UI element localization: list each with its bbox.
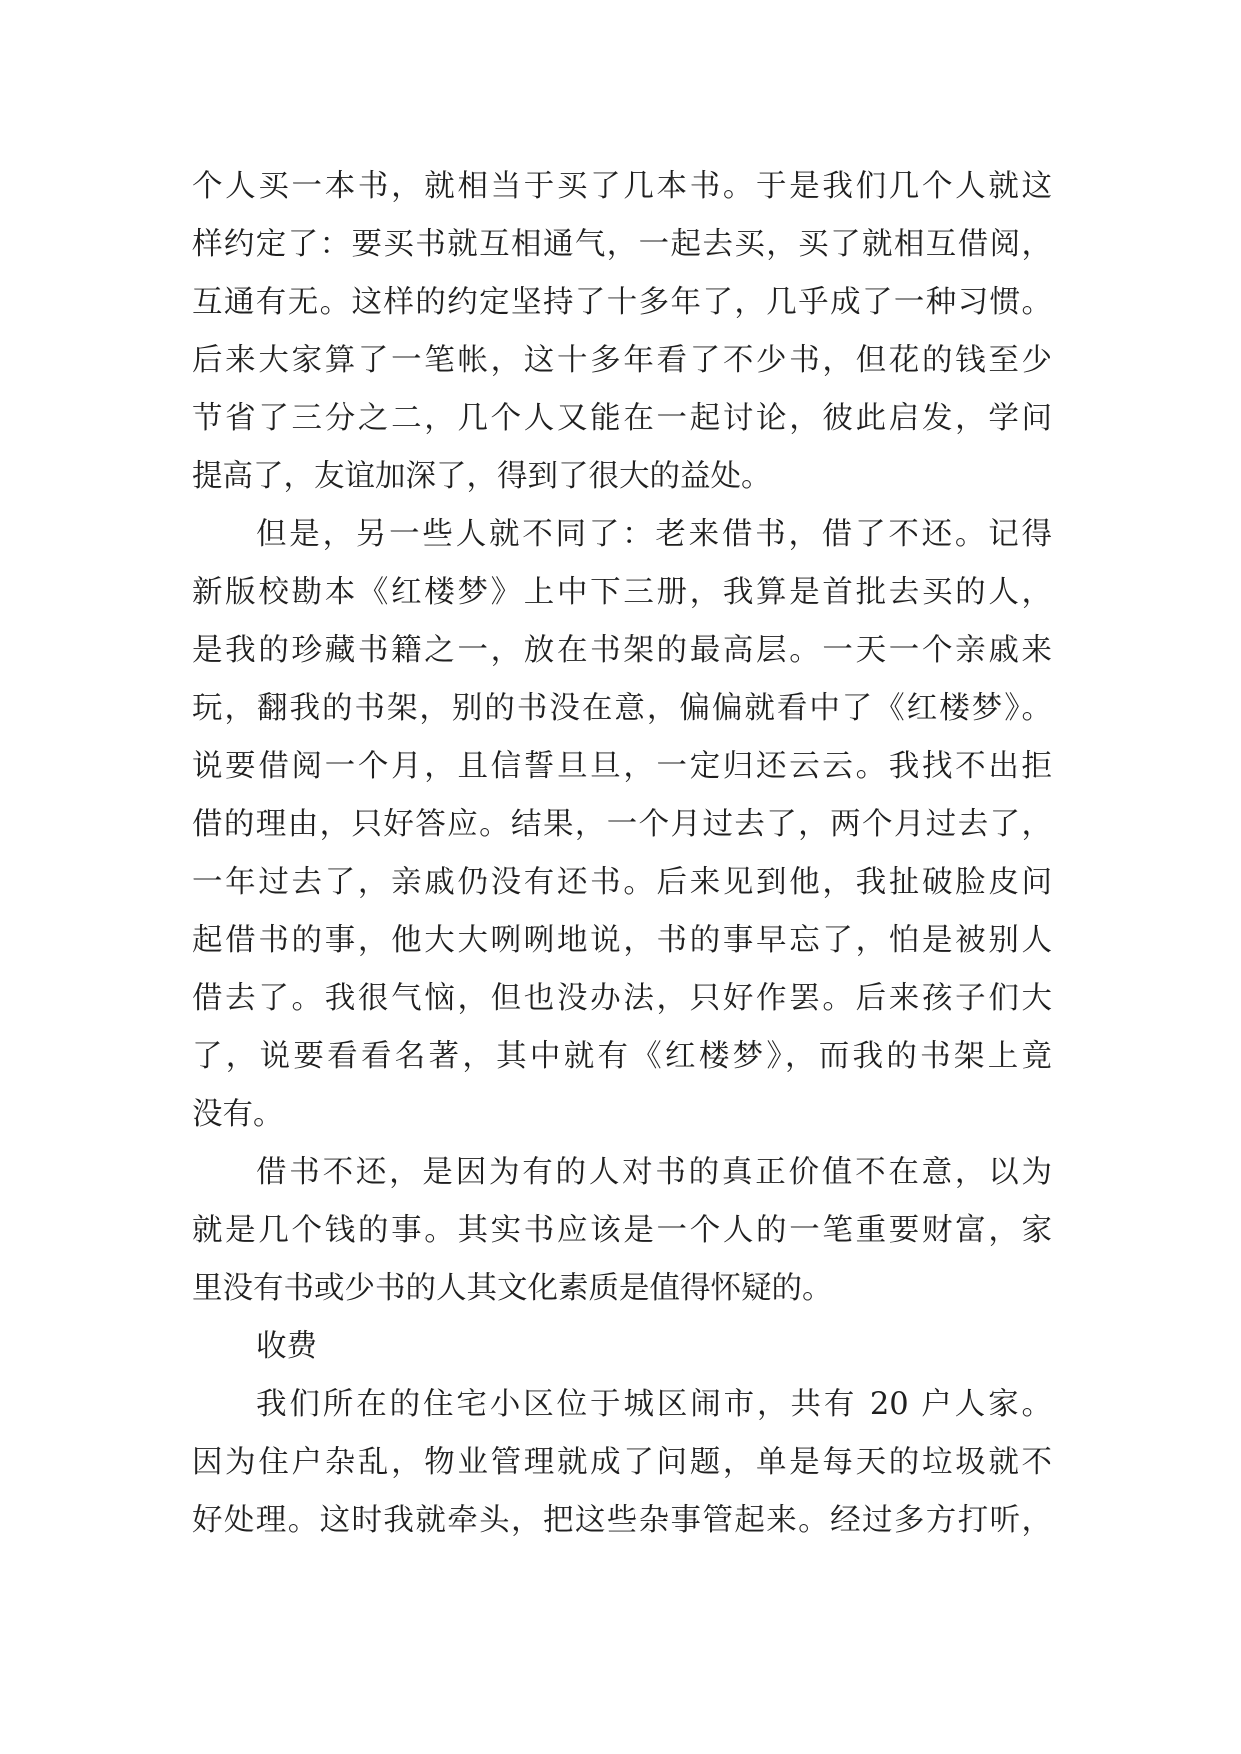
text-line: 节省了三分之二，几个人又能在一起讨论，彼此启发，学问 (192, 401, 1052, 436)
text-line: 起借书的事，他大大咧咧地说，书的事早忘了，怕是被别人 (192, 923, 1052, 958)
text-line: 个人买一本书，就相当于买了几本书。于是我们几个人就这 (192, 169, 1052, 204)
text-line: 里没有书或少书的人其文化素质是值得怀疑的。 (192, 1271, 833, 1306)
text-line: 后来大家算了一笔帐，这十多年看了不少书，但花的钱至少 (192, 343, 1052, 378)
text-line: 借的理由，只好答应。结果，一个月过去了，两个月过去了， (192, 807, 1052, 842)
text-line: 我们所在的住宅小区位于城区闹市，共有 20 户人家。 (256, 1387, 1052, 1422)
text-line: 好处理。这时我就牵头，把这些杂事管起来。经过多方打听， (192, 1503, 1052, 1538)
text-line: 没有。 (192, 1097, 284, 1132)
text-line: 了，说要看看名著，其中就有《红楼梦》，而我的书架上竟 (192, 1039, 1052, 1074)
text-line: 新版校勘本《红楼梦》上中下三册，我算是首批去买的人， (192, 575, 1052, 610)
text-line: 借去了。我很气恼，但也没办法，只好作罢。后来孩子们大 (192, 981, 1052, 1016)
text-line: 说要借阅一个月，且信誓旦旦，一定归还云云。我找不出拒 (192, 749, 1052, 784)
text-line: 借书不还，是因为有的人对书的真正价值不在意，以为 (256, 1155, 1052, 1190)
text-line: 互通有无。这样的约定坚持了十多年了，几乎成了一种习惯。 (192, 285, 1052, 320)
text-line: 因为住户杂乱，物业管理就成了问题，单是每天的垃圾就不 (192, 1445, 1052, 1480)
text-line: 玩，翻我的书架，别的书没在意，偏偏就看中了《红楼梦》。 (192, 691, 1052, 726)
text-line: 是我的珍藏书籍之一，放在书架的最高层。一天一个亲戚来 (192, 633, 1052, 668)
body-text (192, 158, 1052, 1550)
text-line: 提高了，友谊加深了，得到了很大的益处。 (192, 459, 772, 494)
text-line: 但是，另一些人就不同了：老来借书，借了不还。记得 (256, 517, 1052, 552)
text-line: 一年过去了，亲戚仍没有还书。后来见到他，我扯破脸皮问 (192, 865, 1052, 900)
text-line: 样约定了：要买书就互相通气，一起去买，买了就相互借阅， (192, 227, 1052, 262)
text-line: 收费 (256, 1329, 317, 1364)
text-line: 就是几个钱的事。其实书应该是一个人的一笔重要财富，家 (192, 1213, 1052, 1248)
